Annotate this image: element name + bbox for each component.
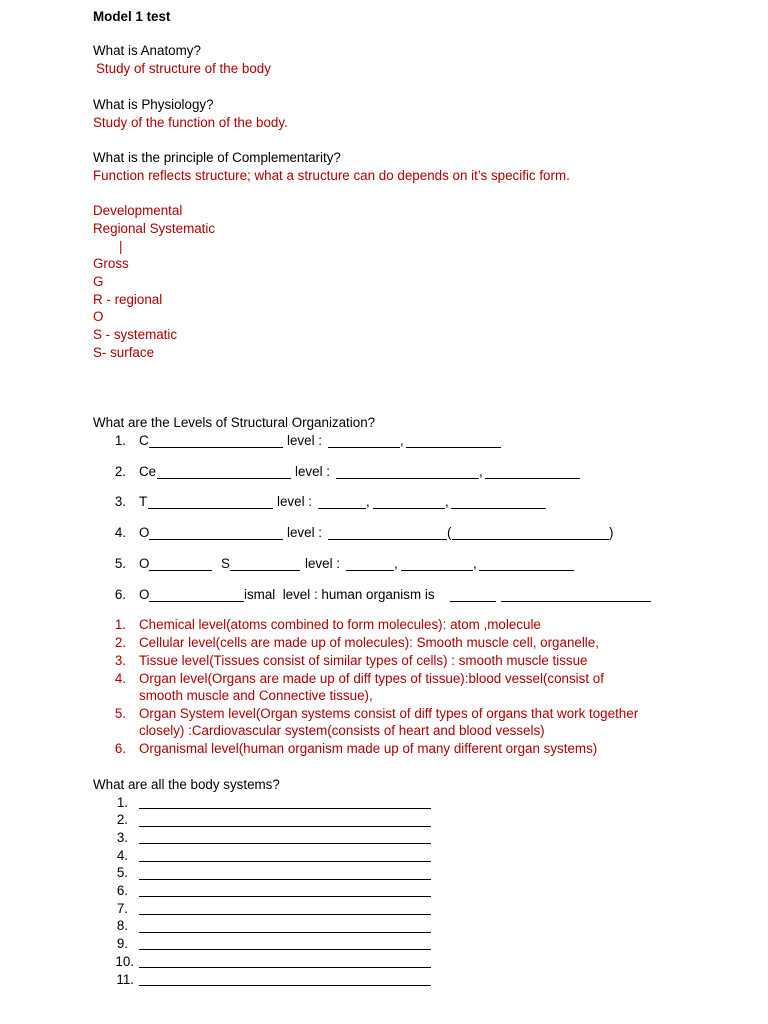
list-number: 2. <box>116 812 128 827</box>
fill-start: O <box>139 556 150 571</box>
list-number: 6. <box>114 587 126 602</box>
fill-blank[interactable] <box>148 508 273 509</box>
fill-blank[interactable] <box>450 601 496 602</box>
system-blank[interactable] <box>139 985 431 986</box>
list-number: 7. <box>116 901 128 916</box>
fill-blank[interactable] <box>318 508 366 509</box>
system-blank[interactable] <box>139 843 431 844</box>
fill-mid: level : <box>287 525 322 540</box>
list-number: 5. <box>116 865 128 880</box>
fill-start: T <box>139 494 148 509</box>
list-number: 2. <box>114 464 126 479</box>
list-number: 4. <box>114 525 126 540</box>
fill-mid: level : <box>295 464 330 479</box>
answer-item: Organ System level(Organ systems consist of diff types of organs that work together <box>139 706 639 721</box>
fill-sep: , <box>473 556 477 571</box>
fill-blank[interactable] <box>406 447 501 448</box>
fill-sep: ( <box>447 525 452 540</box>
answer-anatomy: Study of structure of the body <box>96 61 271 76</box>
list-number: 1. <box>116 795 128 810</box>
fill-blank[interactable] <box>479 570 574 571</box>
fill-blank[interactable] <box>401 570 473 571</box>
fill-sep: , <box>479 464 483 479</box>
fill-sep: , <box>394 556 398 571</box>
list-number: 6. <box>116 883 128 898</box>
list-number: 3. <box>114 494 126 509</box>
list-number: 5. <box>114 556 126 571</box>
doc-title: Model 1 test <box>93 9 171 24</box>
list-number: 1. <box>114 433 126 448</box>
fill-start: C <box>139 433 149 448</box>
answer-item-continued: closely) :Cardiovascular system(consists of heart and blood vessels) <box>139 723 545 738</box>
fill-blank[interactable] <box>451 508 546 509</box>
fill-blank[interactable] <box>452 539 609 540</box>
system-blank[interactable] <box>139 879 431 880</box>
fill-start-2: S <box>221 556 230 571</box>
system-blank[interactable] <box>139 861 431 862</box>
fill-blank[interactable] <box>149 601 244 602</box>
system-blank[interactable] <box>139 932 431 933</box>
list-number: 3. <box>114 653 126 668</box>
note-line: S - systematic <box>93 327 178 342</box>
list-number: 3. <box>116 830 128 845</box>
fill-blank[interactable] <box>373 508 445 509</box>
list-number: 2. <box>114 635 126 650</box>
fill-blank[interactable] <box>501 601 651 602</box>
system-blank[interactable] <box>139 967 431 968</box>
fill-sep: , <box>400 433 404 448</box>
fill-start: Ce <box>139 464 157 479</box>
note-line: O <box>93 309 104 324</box>
list-number: 4. <box>116 848 128 863</box>
fill-sep: , <box>445 494 449 509</box>
fill-blank[interactable] <box>485 478 580 479</box>
question-levels: What are the Levels of Structural Organization? <box>93 415 376 430</box>
note-line: S- surface <box>93 345 155 360</box>
fill-blank[interactable] <box>328 447 400 448</box>
fill-blank[interactable] <box>328 539 447 540</box>
list-number: 5. <box>114 706 126 721</box>
system-blank[interactable] <box>139 914 431 915</box>
fill-mid: level : <box>287 433 322 448</box>
system-blank[interactable] <box>139 896 431 897</box>
fill-blank[interactable] <box>336 478 479 479</box>
fill-mid: ismal level : human organism is <box>244 587 435 602</box>
question-physiology: What is Physiology? <box>93 97 214 112</box>
fill-sep: ) <box>609 525 614 540</box>
question-anatomy: What is Anatomy? <box>93 43 201 58</box>
question-body-systems: What are all the body systems? <box>93 777 280 792</box>
fill-mid: level : <box>277 494 312 509</box>
fill-blank[interactable] <box>149 570 212 571</box>
fill-sep: , <box>366 494 370 509</box>
answer-item: Cellular level(cells are made up of molecules): Smooth muscle cell, organelle, <box>139 635 599 650</box>
answer-item: Tissue level(Tissues consist of similar types of cells) : smooth muscle tissue <box>139 653 588 668</box>
fill-start: O <box>139 525 150 540</box>
fill-mid: level : <box>305 556 340 571</box>
note-line: Developmental <box>93 203 183 218</box>
list-number: 1. <box>114 617 126 632</box>
answer-item: Chemical level(atoms combined to form molecules): atom ,molecule <box>139 617 541 632</box>
system-blank[interactable] <box>139 949 431 950</box>
note-line: Gross <box>93 256 129 271</box>
list-number: 10. <box>115 954 134 969</box>
fill-blank[interactable] <box>157 478 291 479</box>
fill-start: O <box>139 587 150 602</box>
note-line: Regional Systematic <box>93 221 216 236</box>
answer-item: Organismal level(human organism made up of many different organ systems) <box>139 741 598 756</box>
answer-item-continued: smooth muscle and Connective tissue), <box>139 688 373 703</box>
list-number: 11. <box>116 972 134 987</box>
answer-complementarity: Function reflects structure; what a structure can do depends on it’s specific form. <box>93 168 570 183</box>
system-blank[interactable] <box>139 808 431 809</box>
note-line: G <box>93 274 104 289</box>
list-number: 6. <box>114 741 126 756</box>
fill-blank[interactable] <box>230 570 300 571</box>
list-number: 4. <box>114 671 126 686</box>
list-number: 9. <box>116 936 128 951</box>
fill-blank[interactable] <box>149 447 283 448</box>
note-line: R - regional <box>93 292 163 307</box>
note-line: | <box>119 239 123 254</box>
answer-item: Organ level(Organs are made up of diff types of tissue):blood vessel(consist of <box>139 671 604 686</box>
fill-blank[interactable] <box>346 570 394 571</box>
list-number: 8. <box>116 918 128 933</box>
system-blank[interactable] <box>139 826 431 827</box>
answer-physiology: Study of the function of the body. <box>93 115 288 130</box>
question-complementarity: What is the principle of Complementarity? <box>93 150 341 165</box>
fill-blank[interactable] <box>149 539 283 540</box>
